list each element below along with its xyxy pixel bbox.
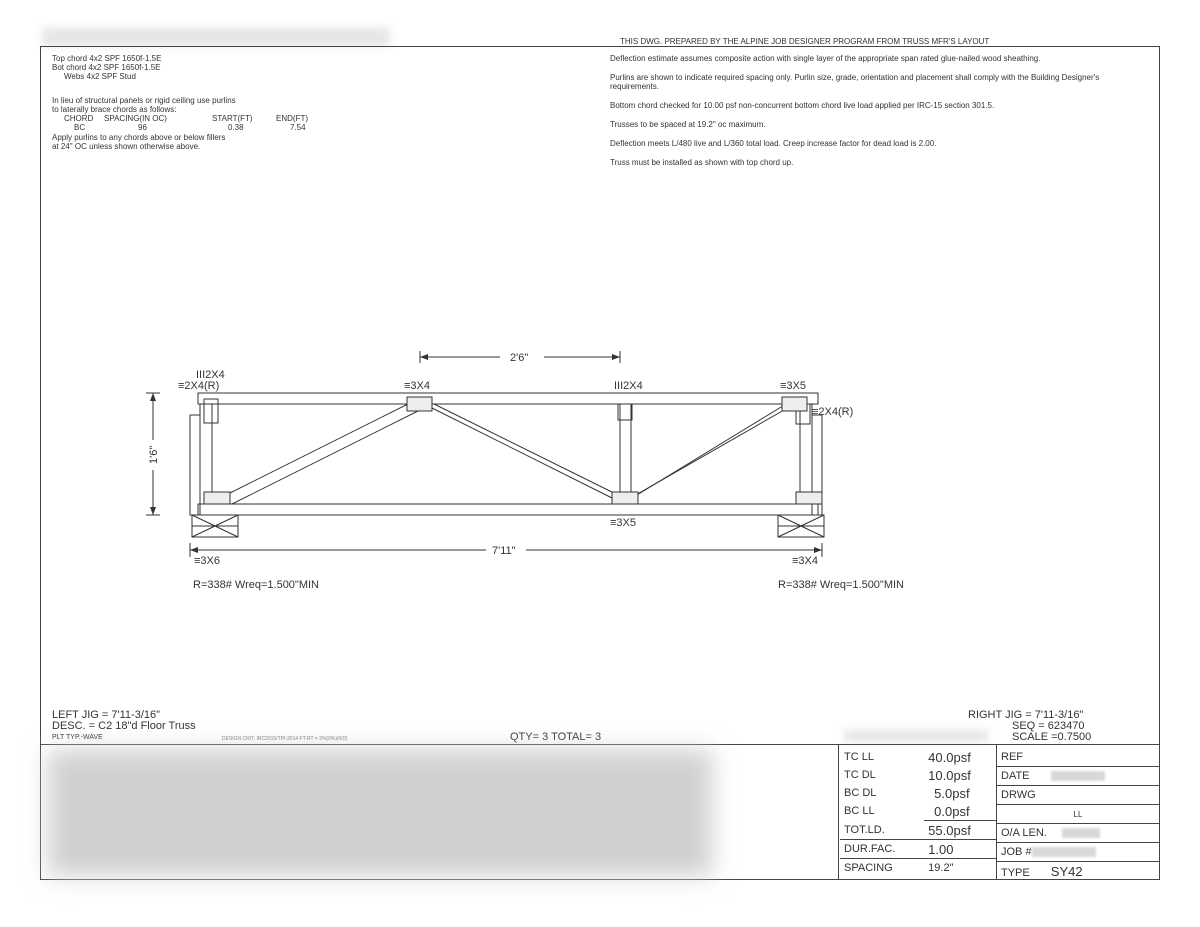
plate-label-top-1: ≡3X4 bbox=[404, 380, 430, 392]
plate-bottom-right bbox=[796, 492, 822, 504]
web-1a bbox=[222, 404, 408, 497]
left-jig: LEFT JIG = 7'11-3/16" bbox=[52, 709, 161, 721]
purlin-apply-1: Apply purlins to any chords above or below fillers bbox=[52, 133, 226, 142]
load-value: 1.00 bbox=[928, 841, 954, 857]
note-deflection-estimate: Deflection estimate assumes composite action with single layer of the appropriate span rated glue-nailed wood sheathing. bbox=[610, 54, 1041, 63]
redacted-company-block bbox=[48, 750, 712, 876]
truss-description: DESC. = C2 18"d Floor Truss bbox=[52, 720, 196, 732]
plate-bottom-left bbox=[204, 492, 230, 504]
header-banner: THIS DWG. PREPARED BY THE ALPINE JOB DESIGNER PROGRAM FROM TRUSS MFR'S LAYOUT bbox=[620, 37, 990, 46]
load-value: 10.0psf bbox=[928, 767, 971, 783]
date-label: DATE bbox=[1001, 770, 1030, 782]
purlin-row-spacing: 96 bbox=[138, 123, 147, 132]
purlin-header-spacing: SPACING(IN OC) bbox=[104, 114, 167, 123]
dim-span-label: 7'11" bbox=[492, 545, 516, 557]
top-chord bbox=[198, 393, 818, 404]
load-label: TOT.LD. bbox=[844, 823, 885, 836]
plate-top-right bbox=[782, 397, 807, 411]
ll-label: LL bbox=[1073, 809, 1083, 819]
sequence: SEQ = 623470 bbox=[1012, 720, 1085, 732]
purlin-header-start: START(FT) bbox=[212, 114, 253, 123]
bottom-chord bbox=[198, 504, 818, 515]
design-criteria: DESIGN CRIT: IRC2015/TPI-2014 FT-RT = 3%(0%)/0(0) bbox=[222, 736, 348, 742]
load-value: 5.0psf bbox=[934, 785, 970, 801]
web-3b bbox=[620, 410, 784, 504]
plate-label-right-side: ≡2X4(R) bbox=[812, 406, 854, 418]
left-end-post-inner bbox=[200, 404, 212, 504]
load-label: SPACING bbox=[844, 862, 893, 874]
purlin-intro-1: In lieu of structural panels or rigid ceiling use purlins bbox=[52, 96, 236, 105]
plate-label-bottom-right: ≡3X4 bbox=[792, 555, 818, 567]
purlin-header-chord: CHORD bbox=[64, 114, 94, 123]
material-webs: Webs 4x2 SPF Stud bbox=[64, 72, 136, 81]
redacted-length bbox=[1062, 828, 1100, 838]
right-jig: RIGHT JIG = 7'11-3/16" bbox=[968, 709, 1084, 721]
note-deflection-meets: Deflection meets L/480 live and L/360 total load. Creep increase factor for dead load is 2.00. bbox=[610, 139, 937, 148]
left-end-post-filler bbox=[204, 399, 218, 423]
load-label: BC LL bbox=[844, 805, 875, 818]
load-value: 40.0psf bbox=[928, 749, 971, 765]
load-value: 55.0psf bbox=[928, 822, 971, 838]
note-purlins: Purlins are shown to indicate required spacing only. Purlin size, grade, orientation and placement shall comply with the Building Designer's requirements. bbox=[610, 73, 1100, 91]
redacted-logo-block bbox=[844, 730, 988, 742]
load-label: TC LL bbox=[844, 751, 874, 763]
quantity: QTY= 3 TOTAL= 3 bbox=[510, 731, 602, 743]
load-row bbox=[840, 802, 996, 821]
web-1b bbox=[232, 410, 420, 504]
dim-top-label: 2'6" bbox=[510, 352, 529, 364]
plate-bottom-mid bbox=[612, 492, 638, 504]
load-row bbox=[840, 766, 996, 784]
plate-label-top-2: III2X4 bbox=[614, 380, 643, 392]
plate-label-left-1: III2X4 bbox=[196, 369, 225, 381]
load-row bbox=[840, 859, 996, 878]
purlin-header-end: END(FT) bbox=[276, 114, 308, 123]
dim-height-label: 1'6" bbox=[148, 445, 160, 464]
load-row bbox=[840, 821, 996, 840]
drwg-label: DRWG bbox=[1001, 789, 1036, 801]
load-label: DUR.FAC. bbox=[844, 843, 896, 855]
plate-type: PLT TYP.-WAVE bbox=[52, 734, 103, 741]
reaction-left: R=338# Wreq=1.500"MIN bbox=[193, 579, 319, 591]
type-value: SY42 bbox=[1050, 863, 1083, 879]
purlin-row-end: 7.54 bbox=[290, 123, 306, 132]
reaction-right: R=338# Wreq=1.500"MIN bbox=[778, 579, 904, 591]
load-row bbox=[840, 748, 996, 766]
note-install: Truss must be installed as shown with top chord up. bbox=[610, 158, 794, 167]
scale: SCALE =0.7500 bbox=[1012, 731, 1092, 743]
material-top-chord: Top chord 4x2 SPF 1650f-1.5E bbox=[52, 54, 162, 63]
plate-label-top-3: ≡3X5 bbox=[780, 380, 806, 392]
load-value: 0.0psf bbox=[924, 802, 996, 821]
note-spacing: Trusses to be spaced at 19.2" oc maximum. bbox=[610, 120, 766, 129]
material-bot-chord: Bot chord 4x2 SPF 1650f-1.5E bbox=[52, 63, 161, 72]
plate-label-bottom-left: ≡3X6 bbox=[194, 555, 220, 567]
note-bottom-chord: Bottom chord checked for 10.00 psf non-concurrent bottom chord live load applied per IRC-15 section 301.5. bbox=[610, 101, 995, 110]
web-2b bbox=[434, 404, 624, 498]
ref-label: REF bbox=[1001, 751, 1023, 763]
loads-table bbox=[840, 748, 996, 877]
type-label: TYPE bbox=[1001, 866, 1030, 879]
purlin-apply-2: at 24" OC unless shown otherwise above. bbox=[52, 142, 201, 151]
title-block-vline-1 bbox=[838, 744, 839, 880]
job-info-table bbox=[997, 748, 1159, 880]
purlin-intro-2: to laterally brace chords as follows: bbox=[52, 105, 177, 114]
job-label: JOB # bbox=[1001, 846, 1032, 858]
redacted-date bbox=[1051, 771, 1105, 781]
load-label: BC DL bbox=[844, 787, 877, 799]
web-vertical bbox=[620, 404, 631, 504]
load-value: 19.2" bbox=[928, 862, 954, 874]
load-row bbox=[840, 840, 996, 859]
plate-label-bottom-mid: ≡3X5 bbox=[610, 517, 636, 529]
load-row bbox=[840, 784, 996, 802]
load-label: TC DL bbox=[844, 769, 876, 781]
plate-top-left bbox=[407, 397, 432, 411]
web-2a bbox=[424, 404, 612, 498]
purlin-row-chord: BC bbox=[74, 123, 86, 132]
left-end-post-outer bbox=[190, 415, 200, 515]
redacted-job bbox=[1032, 847, 1096, 857]
purlin-row-start: 0.38 bbox=[228, 123, 244, 132]
title-block-divider bbox=[40, 744, 1160, 745]
oa-length-label: O/A LEN. bbox=[1001, 827, 1047, 839]
plate-label-left-2: ≡2X4(R) bbox=[178, 380, 220, 392]
